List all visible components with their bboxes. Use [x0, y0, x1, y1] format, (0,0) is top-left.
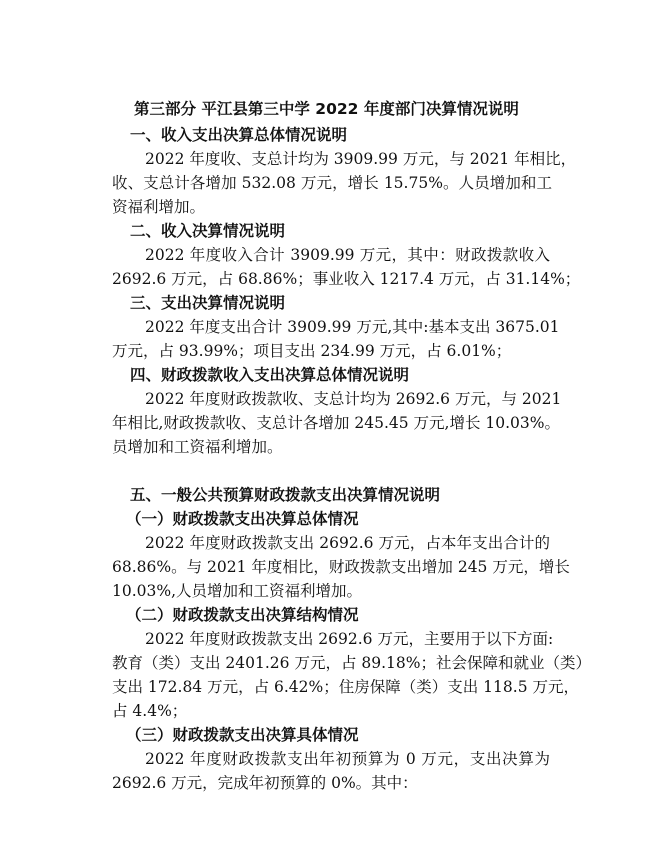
subsection-2-heading: （二）财政拨款支出决算结构情况	[126, 606, 359, 624]
subsection-3-line-1: 2022 年度财政拨款支出年初预算为 0 万元，支出决算为	[145, 750, 550, 768]
section-3-heading: 三、支出决算情况说明	[130, 294, 286, 312]
section-1-line-3: 资福利增加。	[112, 198, 206, 216]
section-4-heading: 四、财政拨款收入支出决算总体情况说明	[130, 366, 410, 384]
subsection-2-line-1: 2022 年度财政拨款支出 2692.6 万元，主要用于以下方面:	[145, 630, 554, 648]
section-2-line-2: 2692.6 万元，占 68.86%；事业收入 1217.4 万元，占 31.14%；	[112, 270, 581, 288]
document-title: 第三部分 平江县第三中学 2022 年度部门决算情况说明	[134, 100, 519, 118]
section-3-line-2: 万元，占 93.99%；项目支出 234.99 万元，占 6.01%；	[112, 342, 512, 360]
subsection-1-heading: （一）财政拨款支出决算总体情况	[126, 510, 359, 528]
subsection-2-line-3: 支出 172.84 万元，占 6.42%；住房保障（类）支出 118.5 万元，	[112, 678, 579, 696]
section-3-line-1: 2022 年度支出合计 3909.99 万元,其中:基本支出 3675.01	[145, 318, 560, 336]
subsection-2-line-4: 占 4.4%；	[112, 702, 188, 720]
section-2-line-1: 2022 年度收入合计 3909.99 万元，其中：财政拨款收入	[145, 246, 550, 264]
section-5-heading: 五、一般公共预算财政拨款支出决算情况说明	[130, 486, 441, 504]
section-2-heading: 二、收入决算情况说明	[130, 222, 286, 240]
section-4-line-3: 员增加和工资福利增加。	[112, 438, 283, 456]
subsection-1-line-2: 68.86%。与 2021 年度相比，财政拨款支出增加 245 万元，增长	[112, 558, 570, 576]
section-4-line-2: 年相比,财政拨款收、支总计各增加 245.45 万元,增长 10.03%。	[112, 414, 560, 432]
section-1-line-2: 收、支总计各增加 532.08 万元，增长 15.75%。人员增加和工	[112, 174, 552, 192]
subsection-3-heading: （三）财政拨款支出决算具体情况	[126, 726, 359, 744]
subsection-1-line-3: 10.03%,人员增加和工资福利增加。	[112, 582, 363, 600]
section-1-line-1: 2022 年度收、支总计均为 3909.99 万元，与 2021 年相比，	[145, 150, 577, 168]
section-4-line-1: 2022 年度财政拨款收、支总计均为 2692.6 万元，与 2021	[145, 390, 562, 408]
subsection-3-line-2: 2692.6 万元，完成年初预算的 0%。其中：	[112, 774, 418, 792]
subsection-1-line-1: 2022 年度财政拨款支出 2692.6 万元，占本年支出合计的	[145, 534, 550, 552]
subsection-2-line-2: 教育（类）支出 2401.26 万元，占 89.18%；社会保障和就业（类）	[112, 654, 591, 672]
section-1-heading: 一、收入支出决算总体情况说明	[130, 126, 348, 144]
